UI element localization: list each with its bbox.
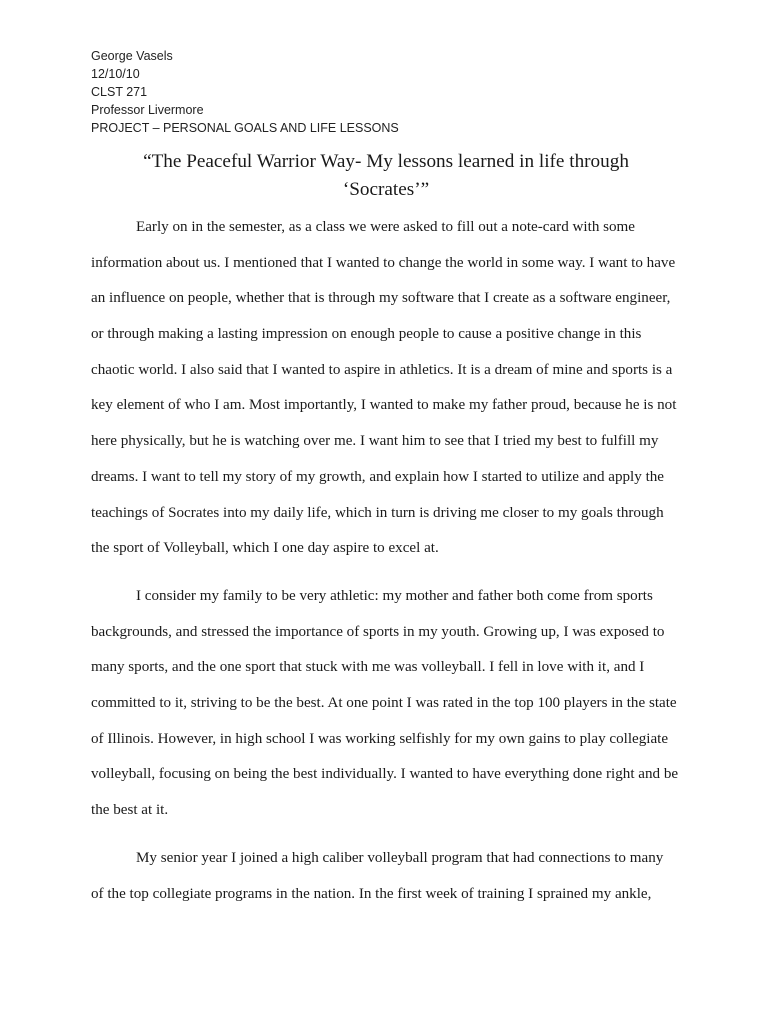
project-title: PROJECT – PERSONAL GOALS AND LIFE LESSONS — [91, 121, 399, 135]
paragraph-line: volleyball, focusing on being the best individually. I wanted to have everything done right and be — [91, 766, 679, 783]
paragraph-line: Early on in the semester, as a class we were asked to fill out a note-card with some — [136, 219, 635, 235]
document-date: 12/10/10 — [91, 67, 140, 81]
paragraph-line: an influence on people, whether that is through my software that I create as a software engineer, — [91, 290, 671, 307]
paragraph-line: teachings of Socrates into my daily life, which in turn is driving me closer to my goals through — [91, 504, 664, 521]
paragraph-line: backgrounds, and stressed the importance of sports in my youth. Growing up, I was exposed to — [91, 623, 665, 640]
essay-title-line: “The Peaceful Warrior Way- My lessons learned in life through — [143, 151, 629, 172]
paragraph-line: chaotic world. I also said that I wanted to aspire in athletics. It is a dream of mine and sports is a — [91, 361, 673, 378]
essay-title-line: ‘Socrates’” — [342, 179, 430, 200]
paragraph-line: the sport of Volleyball, which I one day aspire to excel at. — [91, 540, 439, 557]
paragraph-line: of Illinois. However, in high school I was working selfishly for my own gains to play collegiate — [91, 730, 669, 747]
paragraph-1 — [91, 210, 683, 567]
author-name: George Vasels — [91, 49, 173, 63]
paragraph-line: the best at it. — [91, 802, 169, 819]
professor-name: Professor Livermore — [91, 103, 204, 117]
paragraph-line: dreams. I want to tell my story of my growth, and explain how I started to utilize and apply the — [91, 468, 665, 485]
paragraph-line: of the top collegiate programs in the nation. In the first week of training I sprained my ankle, — [91, 885, 652, 902]
paragraph-line: key element of who I am. Most importantly, I wanted to make my father proud, because he is not — [91, 397, 677, 414]
paragraph-line: or through making a lasting impression on enough people to cause a positive change in this — [91, 326, 642, 343]
paragraph-line: information about us. I mentioned that I wanted to change the world in some way. I want to have — [91, 254, 676, 271]
paragraph-line: I consider my family to be very athletic: my mother and father both come from sports — [136, 588, 653, 604]
course-code: CLST 271 — [91, 85, 148, 99]
paragraph-line: many sports, and the one sport that stuck with me was volleyball. I fell in love with it, and I — [91, 659, 645, 676]
paragraph-line: My senior year I joined a high caliber volleyball program that had connections to many — [136, 850, 664, 866]
paragraph-line: here physically, but he is watching over me. I want him to see that I tried my best to fulfill my — [91, 433, 659, 450]
paragraph-3 — [91, 841, 683, 912]
document-header — [91, 47, 691, 137]
essay-title — [91, 148, 681, 204]
paragraph-line: committed to it, striving to be the best. At one point I was rated in the top 100 players in the state — [91, 695, 677, 712]
paragraph-2 — [91, 579, 683, 829]
